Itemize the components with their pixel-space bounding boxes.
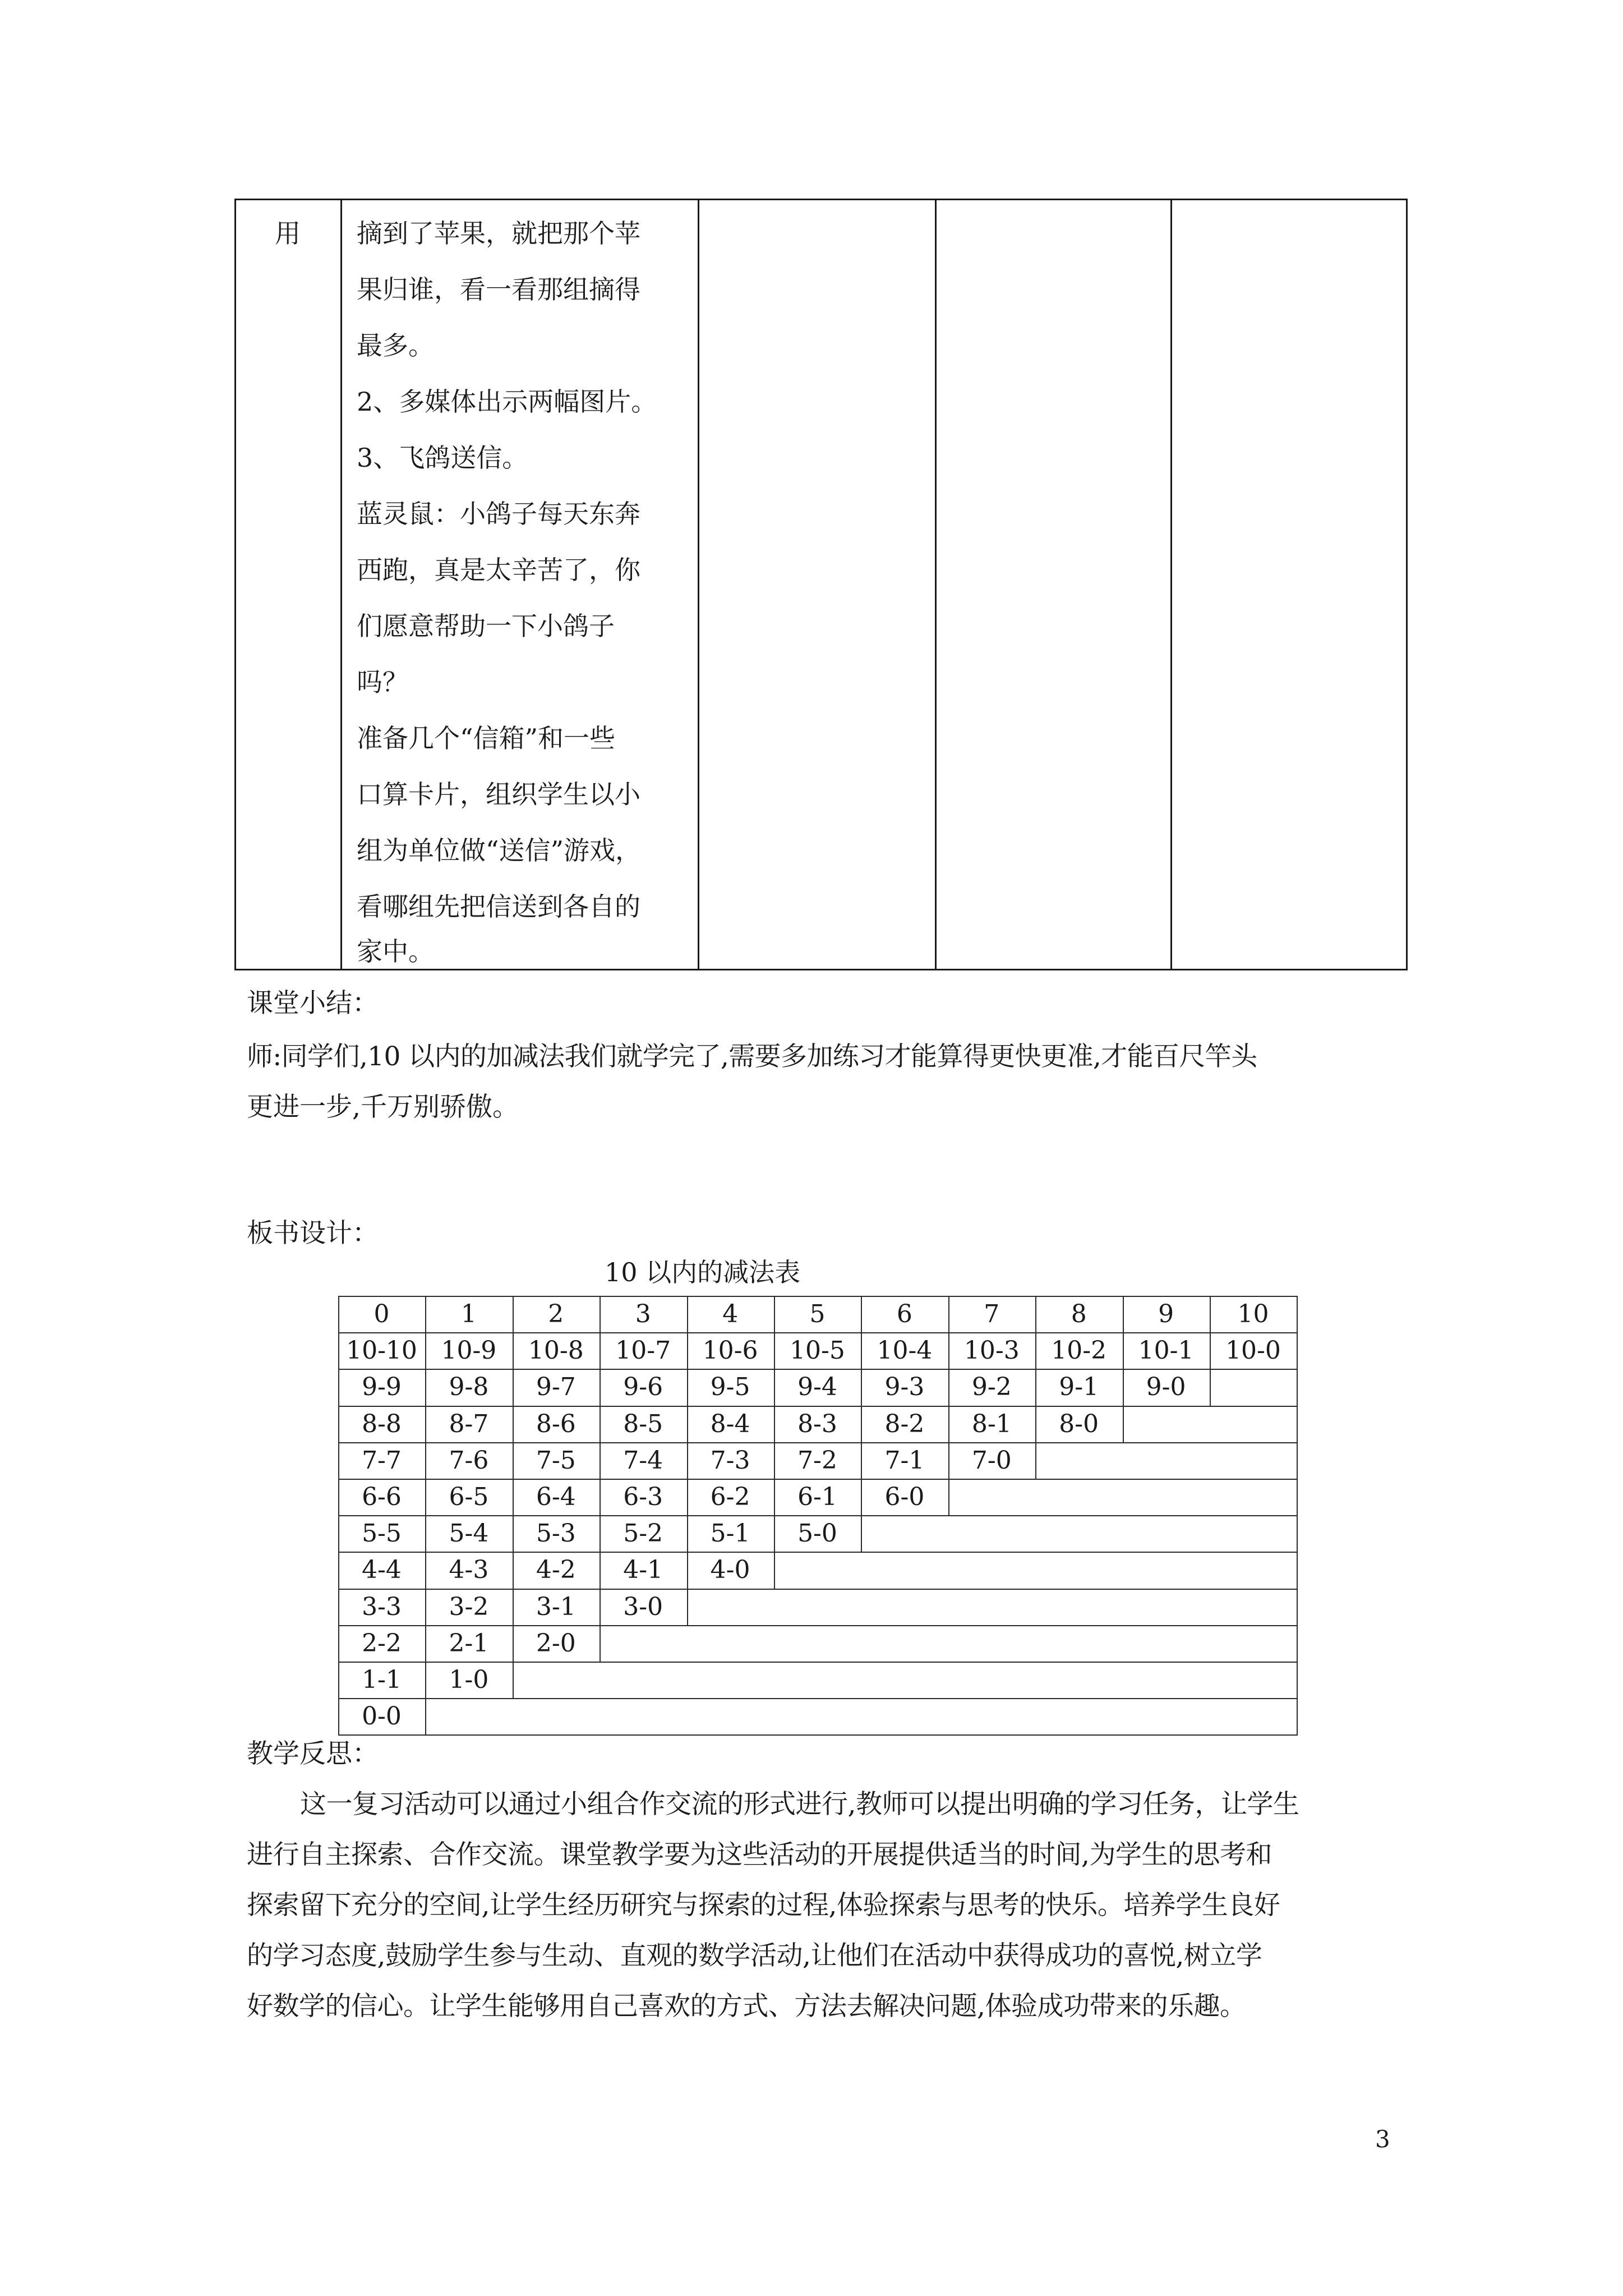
table-col-divider [1170,199,1172,970]
table-edge-line [1297,1662,1298,1698]
table-cell: 8-3 [797,1409,837,1438]
table-cell: 7-4 [623,1446,663,1475]
table-cell: 10-1 [1138,1336,1194,1365]
table-row-line [338,1589,1297,1590]
table-cell: 3-2 [449,1592,489,1621]
table-row-line [338,1552,1297,1553]
activity-line: 2、多媒体出示两幅图片。 [357,386,657,417]
table-cell: 7-0 [971,1446,1012,1475]
table-cell-line [1210,1369,1211,1405]
reflection-line: 这一复习活动可以通过小组合作交流的形式进行,教师可以提出明确的学习任务，让学生 [300,1789,1299,1820]
table-row-line [338,1442,1297,1443]
table-cell: 8-2 [884,1409,925,1438]
table-cell: 2-1 [449,1628,489,1658]
table-cell: 9-9 [362,1373,402,1402]
table-cell: 2-2 [362,1628,402,1658]
table-cell: 3-1 [536,1592,576,1621]
table-cell: 3-0 [623,1592,663,1621]
table-cell-line [1123,1406,1124,1442]
table-cell: 7-5 [536,1446,576,1475]
table-cell: 1-1 [362,1665,402,1694]
table-cell: 8-0 [1059,1409,1099,1438]
activity-line: 果归谁，看一看那组摘得 [357,274,640,305]
table-header-cell: 9 [1158,1300,1174,1328]
activity-line: 准备几个“信箱”和一些 [357,723,616,753]
table-edge-line [1297,1552,1298,1588]
table-cell: 10-4 [877,1336,933,1365]
table-cell-line [687,1589,688,1625]
reflection-line: 进行自主探索、合作交流。课堂教学要为这些活动的开展提供适当的时间,为学生的思考和 [247,1839,1272,1870]
table-cell: 5-3 [536,1519,576,1548]
table-cell-line [1035,1442,1036,1479]
table-cell-line [425,1698,426,1734]
table-header-cell: 0 [374,1300,390,1328]
table-row-line [338,1662,1297,1663]
table-cell: 8-5 [623,1409,663,1438]
activity-line: 蓝灵鼠：小鸽子每天东奔 [357,499,640,529]
table-cell-line [1297,1332,1298,1369]
board-heading: 板书设计： [247,1218,379,1249]
activity-line: 摘到了苹果，就把那个苹 [357,218,640,249]
step-label: 用 [275,218,301,249]
table-header-cell: 3 [635,1300,651,1328]
table-cell: 6-0 [884,1483,925,1511]
table-cell: 6-6 [362,1483,402,1511]
table-edge-line [1297,1589,1298,1625]
table-col-divider [698,199,699,970]
table-cell: 5-4 [449,1519,489,1548]
table-edge-line [1297,1515,1298,1552]
table-row-line [338,1369,1297,1370]
reflection-line: 的学习态度,鼓励学生参与生动、直观的数学活动,让他们在活动中获得成功的喜悦,树立学 [247,1940,1262,1971]
table-cell: 6-2 [710,1483,750,1511]
table-title: 10 以内的减法表 [605,1257,801,1287]
reflection-line: 探索留下充分的空间,让学生经历研究与探索的过程,体验探索与思考的快乐。培养学生良好 [247,1890,1280,1921]
activity-line: 们愿意帮助一下小鸽子 [357,611,615,641]
table-header-cell: 8 [1071,1300,1087,1328]
table-cell-line [774,1552,775,1588]
table-edge-line [1297,1369,1298,1405]
table-cell: 7-2 [797,1446,837,1475]
table-cell: 10-10 [346,1336,417,1365]
table-col-divider [1406,199,1408,970]
table-cell: 6-1 [797,1483,837,1511]
table-cell: 2-0 [536,1628,576,1658]
activity-line: 3、飞鸽送信。 [357,443,528,473]
table-row-line [338,1332,1297,1333]
table-cell: 7-6 [449,1446,489,1475]
table-cell: 7-3 [710,1446,750,1475]
table-cell: 5-5 [362,1519,402,1548]
table-cell: 6-5 [449,1483,489,1511]
table-row-line [338,1479,1297,1480]
table-header-cell: 1 [460,1300,477,1328]
reflection-heading: 教学反思： [247,1738,379,1769]
table-cell: 10-2 [1051,1336,1107,1365]
table-cell: 8-4 [710,1409,750,1438]
summary-heading: 课堂小结： [247,988,379,1019]
table-cell: 9-4 [797,1373,837,1402]
table-cell: 8-1 [971,1409,1012,1438]
activity-line: 家中。 [357,936,434,967]
table-cell: 5-1 [710,1519,750,1548]
table-cell: 1-0 [449,1665,489,1694]
table-cell: 10-5 [790,1336,845,1365]
table-cell: 4-0 [710,1556,750,1585]
table-cell: 4-3 [449,1556,489,1585]
table-col-divider [234,199,236,970]
table-header-cell: 7 [984,1300,1000,1328]
activity-line: 吗？ [357,667,408,697]
table-header-cell: 4 [722,1300,739,1328]
table-edge-line [1297,1625,1298,1662]
table-cell-line [861,1515,862,1552]
table-cell: 4-1 [623,1556,663,1585]
table-cell-line [513,1662,514,1698]
table-cell: 5-0 [797,1519,837,1548]
page-number: 3 [1375,2125,1390,2153]
table-top-border [234,199,1408,200]
table-row-line [338,1406,1297,1407]
table-cell: 7-7 [362,1446,402,1475]
table-cell: 4-2 [536,1556,576,1585]
table-cell: 10-8 [528,1336,584,1365]
table-cell: 9-0 [1146,1373,1186,1402]
table-cell: 9-2 [971,1373,1012,1402]
table-header-cell: 5 [809,1300,826,1328]
activity-line: 最多。 [357,330,434,361]
summary-line: 更进一步,千万别骄傲。 [247,1092,519,1122]
table-cell: 6-4 [536,1483,576,1511]
activity-line: 西跑，真是太辛苦了，你 [357,555,640,585]
table-cell-line [600,1625,601,1662]
table-col-divider [340,199,342,970]
table-cell: 9-3 [884,1373,925,1402]
table-row-line [338,1296,1297,1297]
table-cell: 9-6 [623,1373,663,1402]
table-cell-line [948,1479,949,1515]
table-cell-line [1297,1296,1298,1332]
activity-line: 口算卡片，组织学生以小 [357,779,640,809]
table-edge-line [1297,1698,1298,1734]
table-cell: 9-5 [710,1373,750,1402]
table-cell: 0-0 [362,1702,402,1731]
table-cell: 10-9 [441,1336,497,1365]
table-edge-line [1297,1479,1298,1515]
table-cell: 6-3 [623,1483,663,1511]
table-edge-line [1297,1442,1298,1479]
table-cell: 4-4 [362,1556,402,1585]
table-cell: 8-7 [449,1409,489,1438]
reflection-line: 好数学的信心。让学生能够用自己喜欢的方式、方法去解决问题,体验成功带来的乐趣。 [247,1991,1246,2022]
table-bottom-line [338,1734,1298,1736]
table-cell: 9-7 [536,1373,576,1402]
table-bottom-border [234,969,1408,970]
table-cell: 10-3 [963,1336,1020,1365]
table-cell: 5-2 [623,1519,663,1548]
table-header-cell: 2 [548,1300,564,1328]
table-header-cell: 6 [896,1300,912,1328]
table-cell: 10-6 [702,1336,758,1365]
activity-line: 组为单位做“送信”游戏， [357,835,642,866]
table-row-line [338,1698,1297,1699]
table-col-divider [935,199,937,970]
table-row-line [338,1625,1297,1626]
table-cell: 8-8 [362,1409,402,1438]
table-row-line [338,1515,1297,1516]
table-cell: 9-1 [1059,1373,1099,1402]
table-cell: 10-0 [1225,1336,1281,1365]
table-cell: 3-3 [362,1592,402,1621]
table-cell: 9-8 [449,1373,489,1402]
summary-line: 师:同学们,10 以内的加减法我们就学完了,需要多加练习才能算得更快更准,才能百尺竿头 [247,1041,1257,1072]
table-cell: 7-1 [884,1446,925,1475]
activity-line: 看哪组先把信送到各自的 [357,891,640,922]
table-header-cell: 10 [1237,1300,1269,1328]
table-edge-line [1297,1406,1298,1442]
table-cell: 8-6 [536,1409,576,1438]
table-cell: 10-7 [615,1336,671,1365]
